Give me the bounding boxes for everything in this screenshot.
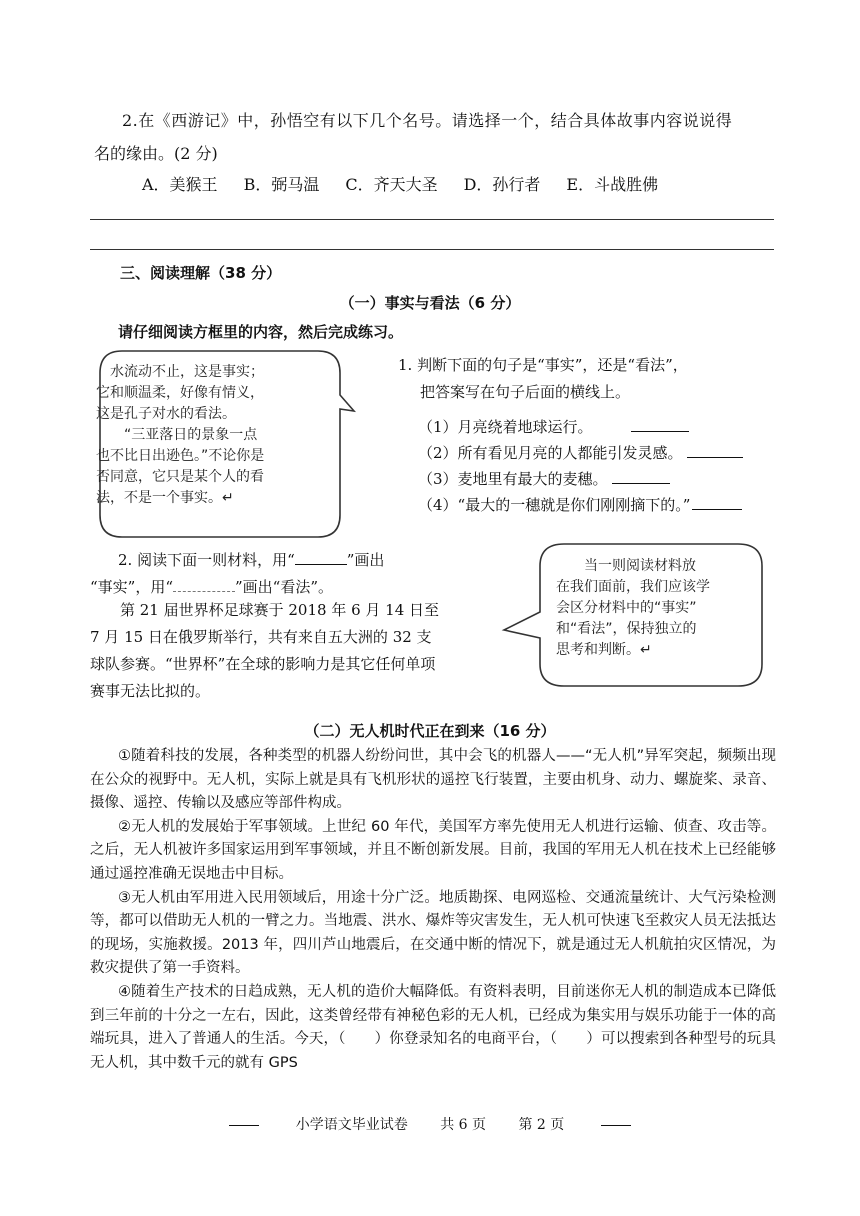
q1-prompt: 1. 判断下面的句子是“事实”，还是“看法”， 把答案写在句子后面的横线上。 [398, 356, 688, 401]
footer-dash-right [601, 1125, 631, 1126]
bubble2-text: 当一则阅读材料放 在我们面前，我们应该学 会区分材料中的“事实” 和“看法”，保持独立的 思考和判断。↵ [556, 558, 710, 658]
answer-blank[interactable] [631, 417, 689, 432]
q1-item-3: （3）麦地里有最大的麦穗。 [418, 466, 743, 492]
footer-dash-left [229, 1125, 259, 1126]
paragraph-2: ②无人机的发展始于军事领域。上世纪 60 年代，美国军方率先使用无人机进行运输、侦查、攻击等。之后，无人机被许多国家运用到军事领域，并且不断创新发展。目前，我国的军用无人机在技术上已经能够通过遥控准确无误地击中目标。 [90, 818, 776, 882]
answer-line-1 [90, 219, 774, 220]
bubble1-text: 水流动不止，这是事实； 它和顺温柔，好像有情义， 这是孔子对水的看法。 “三亚落日的景象一点 也不比日出逊色。”不论你是 否同意，它只是某个人的看 法，不是一个事实。↵ [96, 364, 265, 506]
option-a: A．美猴王 [142, 175, 218, 194]
section-title: 三、阅读理解（38 分） [120, 264, 282, 282]
q2-options [142, 172, 658, 195]
answer-line-2 [90, 249, 774, 250]
footer-total-pages: 共 6 页 [440, 1117, 486, 1133]
drone-article [90, 745, 776, 1075]
answer-blank[interactable] [687, 443, 743, 458]
q1-item-2: （2）所有看见月亮的人都能引发灵感。 [418, 440, 743, 466]
answer-blank[interactable] [612, 469, 670, 484]
paragraph-4: ④随着生产技术的日趋成熟，无人机的造价大幅降低。有资料表明，目前迷你无人机的制造成本已降低到三年前的十分之一左右，因此，这类曾经带有神秘色彩的无人机，已经成为集实用与娱乐功能于一体的高端玩具，进入了普通人的生活。今天，（ ）你登录知名的电商平台，（ ）可以搜索到各种型号的玩具无人机，其中数千元的就有 GPS [90, 983, 776, 1071]
option-c: C．齐天大圣 [345, 175, 438, 194]
q2-text-line2: 名的缘由。(2 分) [94, 144, 218, 163]
q1-item-4: （4）“最大的一穗就是你们刚刚摘下的。” [418, 492, 743, 518]
part2-title: （二）无人机时代正在到来（16 分） [304, 722, 556, 740]
option-d: D．孙行者 [463, 175, 541, 194]
paragraph-3: ③无人机由军用进入民用领域后，用途十分广泛。地质勘探、电网巡检、交通流量统计、大气污染检测等，都可以借助无人机的一臂之力。当地震、洪水、爆炸等灾害发生，无人机可快速飞至救灾人员无法抵达的现场，实施救援。2013 年，四川芦山地震后，在交通中断的情况下，就是通过无人机航拍灾区情况，为救灾提供了第一手资料。 [90, 889, 776, 977]
option-b: B．弼马温 [243, 175, 320, 194]
page-footer [0, 1114, 860, 1134]
part1-title: （一）事实与看法（6 分） [339, 294, 521, 312]
q1-item-1: （1）月亮绕着地球运行。 [418, 414, 743, 440]
instruction: 请仔细阅读方框里的内容，然后完成练习。 [118, 323, 404, 341]
q2-text-line1: 2.在《西游记》中，孙悟空有以下几个名号。请选择一个，结合具体故事内容说说得 [122, 111, 733, 130]
worldcup-passage: 第 21 届世界杯足球赛于 2018 年 6 月 14 日至 7 月 15 日在俄罗斯举行，共有来自五大洲的 32 支球队参赛。“世界杯”在全球的影响力是其它任何单项赛事无法比拟的。 [90, 601, 440, 700]
option-e: E．斗战胜佛 [566, 175, 659, 194]
q1-items [418, 414, 743, 518]
solid-underline-sample [295, 550, 347, 565]
q2b-prompt: 2. 阅读下面一则材料，用“ ”画出 “事实”，用“ ”画出“看法”。 [90, 551, 385, 596]
footer-page-number: 第 2 页 [518, 1117, 565, 1133]
dashed-underline-sample [173, 577, 235, 592]
answer-blank[interactable] [692, 495, 742, 510]
paragraph-1: ①随着科技的发展，各种类型的机器人纷纷问世，其中会飞的机器人——“无人机”异军突起，频频出现在公众的视野中。无人机，实际上就是具有飞机形状的遥控飞行装置，主要由机身、动力、螺旋桨、录音、摄像、遥控、传输以及感应等部件构成。 [90, 748, 776, 812]
footer-title: 小学语文毕业试卷 [295, 1117, 408, 1133]
